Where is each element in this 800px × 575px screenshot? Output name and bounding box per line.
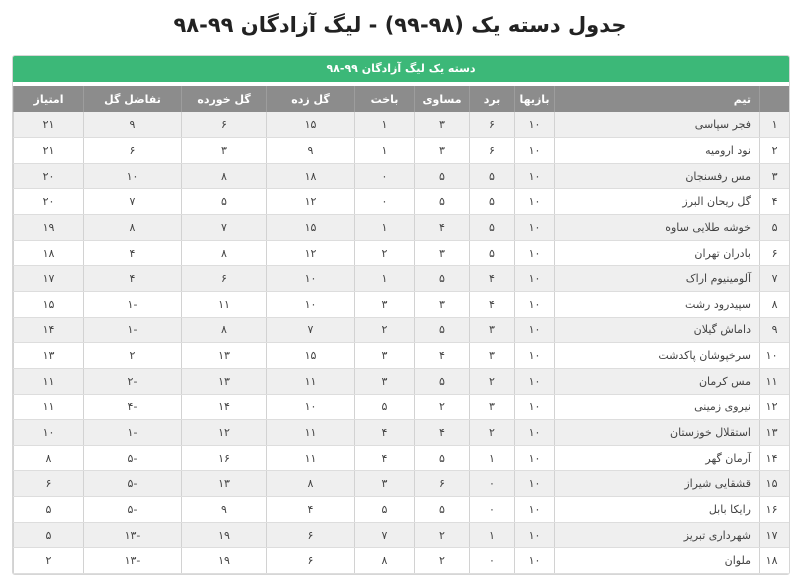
cell-team: مس رفسنجان: [555, 163, 760, 189]
cell-won: ۴: [470, 266, 515, 292]
cell-drawn: ۳: [415, 138, 470, 164]
table-row: [14, 368, 790, 394]
cell-won: ۵: [470, 189, 515, 215]
cell-played: ۱۰: [515, 445, 555, 471]
cell-won: ۶: [470, 138, 515, 164]
cell-goals-for: ۷: [267, 317, 355, 343]
cell-team: نود ارومیه: [555, 138, 760, 164]
cell-points: ۸: [14, 445, 84, 471]
cell-goals-against: ۱۳: [182, 471, 267, 497]
cell-lost: ۴: [355, 445, 415, 471]
cell-drawn: ۶: [415, 471, 470, 497]
cell-goal-difference: ۴: [84, 240, 182, 266]
cell-drawn: ۵: [415, 317, 470, 343]
header-goals-for: گل زده: [267, 86, 355, 112]
cell-goals-for: ۱۱: [267, 420, 355, 446]
cell-drawn: ۵: [415, 163, 470, 189]
cell-team: سپیدرود رشت: [555, 291, 760, 317]
cell-won: ۲: [470, 368, 515, 394]
page-title: جدول دسته یک (۹۸-۹۹) - لیگ آزادگان ۹۹-۹۸: [173, 13, 627, 37]
cell-points: ۱۱: [14, 394, 84, 420]
cell-won: ۳: [470, 343, 515, 369]
cell-points: ۶: [14, 471, 84, 497]
cell-lost: ۴: [355, 420, 415, 446]
cell-played: ۱۰: [515, 497, 555, 523]
cell-rank: ۱۳: [760, 420, 790, 446]
cell-goals-for: ۴: [267, 497, 355, 523]
cell-played: ۱۰: [515, 548, 555, 574]
cell-team: خوشه طلایی ساوه: [555, 215, 760, 241]
cell-won: ۵: [470, 163, 515, 189]
cell-points: ۲: [14, 548, 84, 574]
cell-points: ۵: [14, 497, 84, 523]
cell-points: ۱۱: [14, 368, 84, 394]
cell-drawn: ۵: [415, 497, 470, 523]
cell-goal-difference: -۵: [84, 497, 182, 523]
cell-drawn: ۵: [415, 189, 470, 215]
cell-drawn: ۳: [415, 291, 470, 317]
cell-lost: ۰: [355, 163, 415, 189]
cell-goal-difference: -۱: [84, 420, 182, 446]
cell-goal-difference: ۶: [84, 138, 182, 164]
cell-goals-against: ۱۳: [182, 368, 267, 394]
cell-goals-against: ۱۲: [182, 420, 267, 446]
header-won: برد: [470, 86, 515, 112]
table-row: [14, 445, 790, 471]
standings-table-container: [12, 55, 790, 575]
cell-lost: ۰: [355, 189, 415, 215]
cell-played: ۱۰: [515, 189, 555, 215]
cell-goals-for: ۱۱: [267, 368, 355, 394]
league-banner: دسته یک لیگ آزادگان ۹۹-۹۸: [13, 56, 789, 82]
cell-drawn: ۵: [415, 368, 470, 394]
cell-lost: ۳: [355, 291, 415, 317]
table-row: [14, 189, 790, 215]
table-row: [14, 471, 790, 497]
cell-rank: ۱۶: [760, 497, 790, 523]
cell-drawn: ۴: [415, 215, 470, 241]
table-row: [14, 215, 790, 241]
cell-team: ملوان: [555, 548, 760, 574]
cell-won: ۰: [470, 497, 515, 523]
cell-rank: ۹: [760, 317, 790, 343]
cell-played: ۱۰: [515, 317, 555, 343]
cell-rank: ۵: [760, 215, 790, 241]
table-row: [14, 291, 790, 317]
cell-points: ۱۵: [14, 291, 84, 317]
cell-drawn: ۳: [415, 240, 470, 266]
cell-drawn: ۲: [415, 522, 470, 548]
table-row: [14, 138, 790, 164]
cell-played: ۱۰: [515, 522, 555, 548]
table-row: [14, 112, 790, 138]
header-lost: باخت: [355, 86, 415, 112]
cell-goal-difference: ۴: [84, 266, 182, 292]
cell-lost: ۵: [355, 394, 415, 420]
table-row: [14, 522, 790, 548]
cell-played: ۱۰: [515, 471, 555, 497]
cell-lost: ۲: [355, 240, 415, 266]
cell-goal-difference: -۱: [84, 291, 182, 317]
cell-goals-for: ۱۸: [267, 163, 355, 189]
cell-won: ۳: [470, 317, 515, 343]
cell-goal-difference: ۱۰: [84, 163, 182, 189]
cell-team: نیروی زمینی: [555, 394, 760, 420]
cell-rank: ۴: [760, 189, 790, 215]
cell-goals-for: ۱۰: [267, 266, 355, 292]
cell-points: ۱۰: [14, 420, 84, 446]
cell-team: فجر سپاسی: [555, 112, 760, 138]
cell-team: سرخپوشان پاکدشت: [555, 343, 760, 369]
cell-goals-for: ۱۰: [267, 291, 355, 317]
cell-goals-against: ۱۹: [182, 522, 267, 548]
cell-goal-difference: ۹: [84, 112, 182, 138]
cell-points: ۲۱: [14, 112, 84, 138]
cell-won: ۰: [470, 548, 515, 574]
cell-goals-for: ۱۲: [267, 189, 355, 215]
header-played: بازیها: [515, 86, 555, 112]
cell-drawn: ۳: [415, 112, 470, 138]
cell-played: ۱۰: [515, 343, 555, 369]
cell-goals-against: ۱۶: [182, 445, 267, 471]
cell-lost: ۵: [355, 497, 415, 523]
cell-points: ۱۹: [14, 215, 84, 241]
cell-played: ۱۰: [515, 266, 555, 292]
cell-goals-against: ۱۹: [182, 548, 267, 574]
cell-goal-difference: -۱: [84, 317, 182, 343]
cell-lost: ۳: [355, 368, 415, 394]
cell-lost: ۱: [355, 215, 415, 241]
cell-goals-against: ۸: [182, 240, 267, 266]
table-row: [14, 394, 790, 420]
cell-goals-against: ۷: [182, 215, 267, 241]
cell-lost: ۳: [355, 471, 415, 497]
cell-goals-for: ۱۲: [267, 240, 355, 266]
header-drawn: مساوی: [415, 86, 470, 112]
cell-lost: ۱: [355, 138, 415, 164]
cell-points: ۲۱: [14, 138, 84, 164]
cell-rank: ۱۰: [760, 343, 790, 369]
cell-goals-for: ۹: [267, 138, 355, 164]
cell-goals-for: ۱۵: [267, 343, 355, 369]
table-row: [14, 343, 790, 369]
cell-team: شهرداری تبریز: [555, 522, 760, 548]
cell-goals-for: ۶: [267, 548, 355, 574]
cell-goal-difference: -۵: [84, 445, 182, 471]
cell-drawn: ۵: [415, 445, 470, 471]
cell-rank: ۷: [760, 266, 790, 292]
table-body: [14, 112, 790, 574]
cell-lost: ۱: [355, 112, 415, 138]
cell-goals-against: ۹: [182, 497, 267, 523]
table-row: [14, 163, 790, 189]
header-points: امتیاز: [14, 86, 84, 112]
table-row: [14, 497, 790, 523]
cell-won: ۴: [470, 291, 515, 317]
cell-lost: ۲: [355, 317, 415, 343]
header-rank: [760, 86, 790, 112]
cell-goals-for: ۱۵: [267, 215, 355, 241]
cell-won: ۵: [470, 240, 515, 266]
cell-goal-difference: -۵: [84, 471, 182, 497]
cell-goals-against: ۸: [182, 317, 267, 343]
cell-goals-for: ۱۱: [267, 445, 355, 471]
cell-rank: ۱۵: [760, 471, 790, 497]
cell-goals-against: ۶: [182, 266, 267, 292]
cell-played: ۱۰: [515, 291, 555, 317]
cell-drawn: ۵: [415, 266, 470, 292]
cell-team: آلومینیوم اراک: [555, 266, 760, 292]
cell-goal-difference: ۷: [84, 189, 182, 215]
table-row: [14, 317, 790, 343]
cell-goals-against: ۳: [182, 138, 267, 164]
cell-goal-difference: -۴: [84, 394, 182, 420]
cell-played: ۱۰: [515, 163, 555, 189]
cell-played: ۱۰: [515, 138, 555, 164]
cell-rank: ۱۱: [760, 368, 790, 394]
cell-points: ۱۸: [14, 240, 84, 266]
table-row: [14, 420, 790, 446]
cell-goals-for: ۶: [267, 522, 355, 548]
cell-played: ۱۰: [515, 240, 555, 266]
cell-team: آرمان گهر: [555, 445, 760, 471]
cell-rank: ۲: [760, 138, 790, 164]
cell-team: گل ریحان البرز: [555, 189, 760, 215]
cell-goal-difference: -۲: [84, 368, 182, 394]
cell-goals-against: ۶: [182, 112, 267, 138]
cell-rank: ۱۷: [760, 522, 790, 548]
cell-drawn: ۴: [415, 420, 470, 446]
cell-rank: ۱۴: [760, 445, 790, 471]
cell-team: رایکا بابل: [555, 497, 760, 523]
cell-drawn: ۲: [415, 394, 470, 420]
table-header-row: [14, 86, 790, 112]
cell-points: ۲۰: [14, 163, 84, 189]
cell-played: ۱۰: [515, 368, 555, 394]
cell-rank: ۳: [760, 163, 790, 189]
cell-goals-against: ۱۳: [182, 343, 267, 369]
cell-played: ۱۰: [515, 215, 555, 241]
cell-goals-for: ۸: [267, 471, 355, 497]
cell-lost: ۳: [355, 343, 415, 369]
cell-lost: ۸: [355, 548, 415, 574]
cell-goal-difference: ۸: [84, 215, 182, 241]
cell-goals-against: ۸: [182, 163, 267, 189]
cell-won: ۵: [470, 215, 515, 241]
cell-points: ۱۷: [14, 266, 84, 292]
cell-rank: ۸: [760, 291, 790, 317]
cell-drawn: ۴: [415, 343, 470, 369]
cell-won: ۶: [470, 112, 515, 138]
cell-won: ۳: [470, 394, 515, 420]
cell-won: ۰: [470, 471, 515, 497]
cell-played: ۱۰: [515, 394, 555, 420]
cell-drawn: ۲: [415, 548, 470, 574]
cell-points: ۲۰: [14, 189, 84, 215]
cell-points: ۵: [14, 522, 84, 548]
cell-team: استقلال خوزستان: [555, 420, 760, 446]
table-row: [14, 240, 790, 266]
cell-team: داماش گیلان: [555, 317, 760, 343]
standings-table: [13, 86, 790, 574]
cell-won: ۲: [470, 420, 515, 446]
cell-won: ۱: [470, 445, 515, 471]
cell-team: مس کرمان: [555, 368, 760, 394]
cell-rank: ۱: [760, 112, 790, 138]
cell-played: ۱۰: [515, 420, 555, 446]
cell-won: ۱: [470, 522, 515, 548]
cell-goals-against: ۱۴: [182, 394, 267, 420]
cell-team: بادران تهران: [555, 240, 760, 266]
cell-goal-difference: ۲: [84, 343, 182, 369]
cell-goals-against: ۱۱: [182, 291, 267, 317]
cell-points: ۱۳: [14, 343, 84, 369]
cell-goal-difference: -۱۳: [84, 522, 182, 548]
cell-rank: ۱۲: [760, 394, 790, 420]
cell-rank: ۱۸: [760, 548, 790, 574]
cell-goal-difference: -۱۳: [84, 548, 182, 574]
cell-played: ۱۰: [515, 112, 555, 138]
cell-points: ۱۴: [14, 317, 84, 343]
cell-lost: ۱: [355, 266, 415, 292]
header-team: تیم: [555, 86, 760, 112]
cell-goals-for: ۱۰: [267, 394, 355, 420]
cell-lost: ۷: [355, 522, 415, 548]
header-goals-against: گل خورده: [182, 86, 267, 112]
table-row: [14, 266, 790, 292]
cell-rank: ۶: [760, 240, 790, 266]
cell-goals-for: ۱۵: [267, 112, 355, 138]
cell-goals-against: ۵: [182, 189, 267, 215]
header-goal-difference: تفاضل گل: [84, 86, 182, 112]
cell-team: قشقایی شیراز: [555, 471, 760, 497]
table-row: [14, 548, 790, 574]
